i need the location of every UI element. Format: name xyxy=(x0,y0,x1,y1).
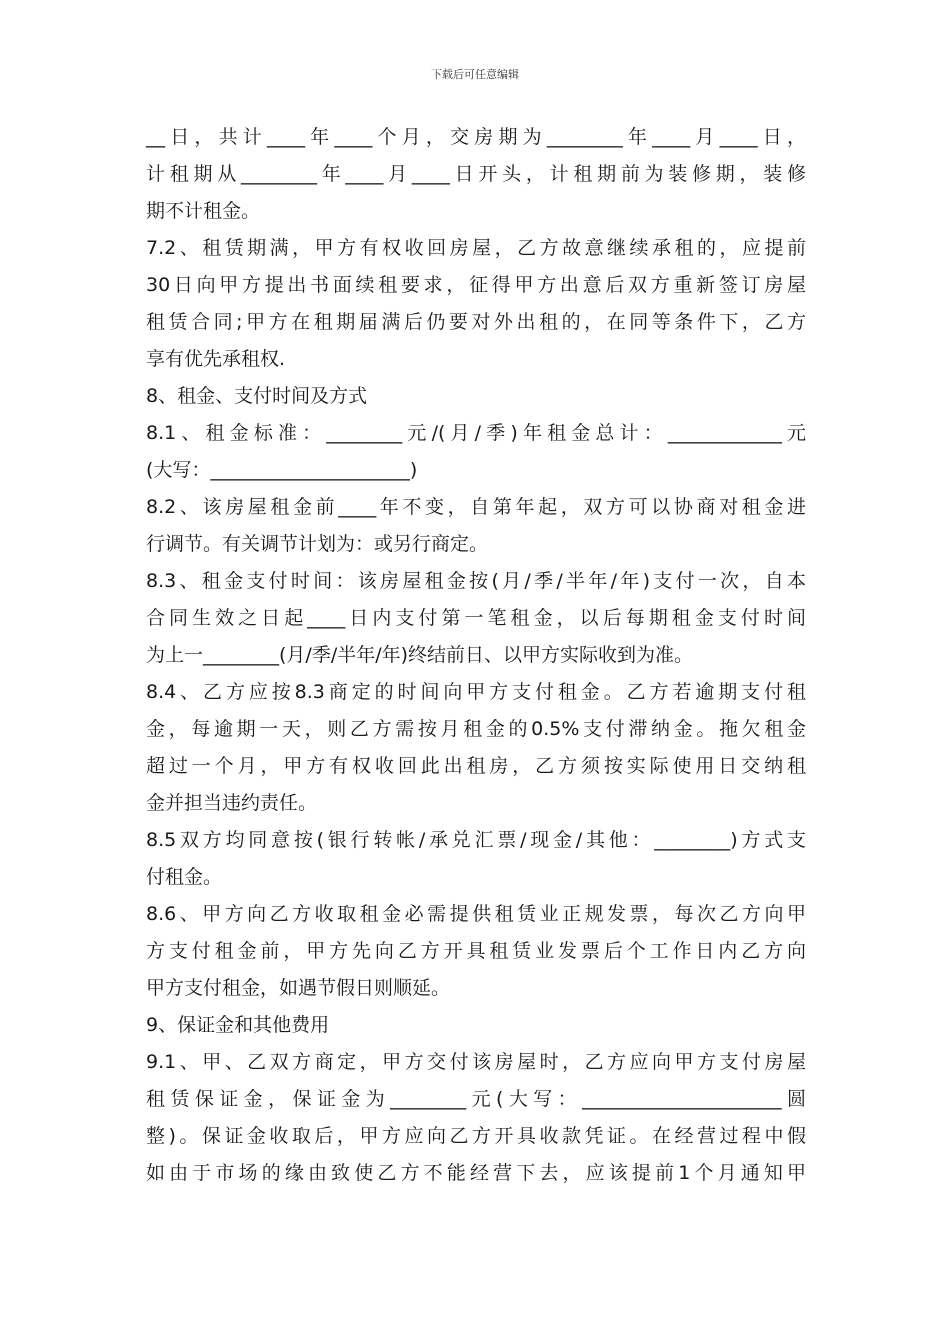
text-line: 金，每逾期一天，则乙方需按月租金的0.5%支付滞纳金。拖欠租金 xyxy=(146,718,806,740)
text-line: 为上一________(月/季/半年/年)终结前日、以甲方实际收到为准。 xyxy=(146,644,694,666)
text-line: 合同生效之日起____日内支付第一笔租金，以后每期租金支付时间 xyxy=(146,607,806,629)
section-heading: 8、租金、支付时间及方式 xyxy=(146,385,368,407)
text-line: 9.1、甲、乙双方商定，甲方交付该房屋时，乙方应向甲方支付房屋 xyxy=(146,1051,806,1073)
text-line: 计租期从________年____月____日开头，计租期前为装修期，装修 xyxy=(146,163,806,185)
text-line: __日，共计____年____个月，交房期为________年____月____日， xyxy=(146,126,806,148)
text-line: 行调节。有关调节计划为：或另行商定。 xyxy=(146,533,489,555)
text-line: 8.1、租金标准：________元/(月/季)年租金总计：____________元 xyxy=(146,422,806,444)
text-line: 付租金。 xyxy=(146,866,223,888)
text-line: 租赁保证金，保证金为________元(大写：_____________________圆 xyxy=(146,1088,806,1110)
text-line: 整)。保证金收取后，甲方应向乙方开具收款凭证。在经营过程中假 xyxy=(146,1125,806,1147)
text-line: 8.3、租金支付时间：该房屋租金按(月/季/半年/年)支付一次，自本 xyxy=(146,570,806,592)
text-line: 7.2、租赁期满，甲方有权收回房屋，乙方故意继续承租的，应提前 xyxy=(146,237,806,259)
text-line: 8.2、该房屋租金前____年不变，自第年起，双方可以协商对租金进 xyxy=(146,496,806,518)
page-header: 下载后可任意编辑 xyxy=(431,68,519,81)
text-line: 8.5双方均同意按(银行转帐/承兑汇票/现金/其他：________)方式支 xyxy=(146,829,806,851)
text-line: 金并担当违约责任。 xyxy=(146,792,318,814)
text-line: 甲方支付租金，如遇节假日则顺延。 xyxy=(146,977,451,999)
text-line: (大写：_____________________) xyxy=(146,459,418,481)
text-line: 8.4、乙方应按8.3商定的时间向甲方支付租金。乙方若逾期支付租 xyxy=(146,681,806,703)
section-heading: 9、保证金和其他费用 xyxy=(146,1014,330,1036)
text-line: 8.6、甲方向乙方收取租金必需提供租赁业正规发票，每次乙方向甲 xyxy=(146,903,806,925)
text-line: 享有优先承租权. xyxy=(146,348,286,370)
text-line: 期不计租金。 xyxy=(146,200,261,222)
text-line: 方支付租金前，甲方先向乙方开具租赁业发票后个工作日内乙方向 xyxy=(146,940,806,962)
text-line: 如由于市场的缘由致使乙方不能经营下去，应该提前1个月通知甲 xyxy=(146,1162,806,1184)
text-line: 租赁合同;甲方在租期届满后仍要对外出租的，在同等条件下，乙方 xyxy=(146,311,806,333)
document-body xyxy=(146,119,806,1192)
text-line: 30日向甲方提出书面续租要求，征得甲方出意后双方重新签订房屋 xyxy=(146,274,806,296)
text-line: 超过一个月，甲方有权收回此出租房，乙方须按实际使用日交纳租 xyxy=(146,755,806,777)
